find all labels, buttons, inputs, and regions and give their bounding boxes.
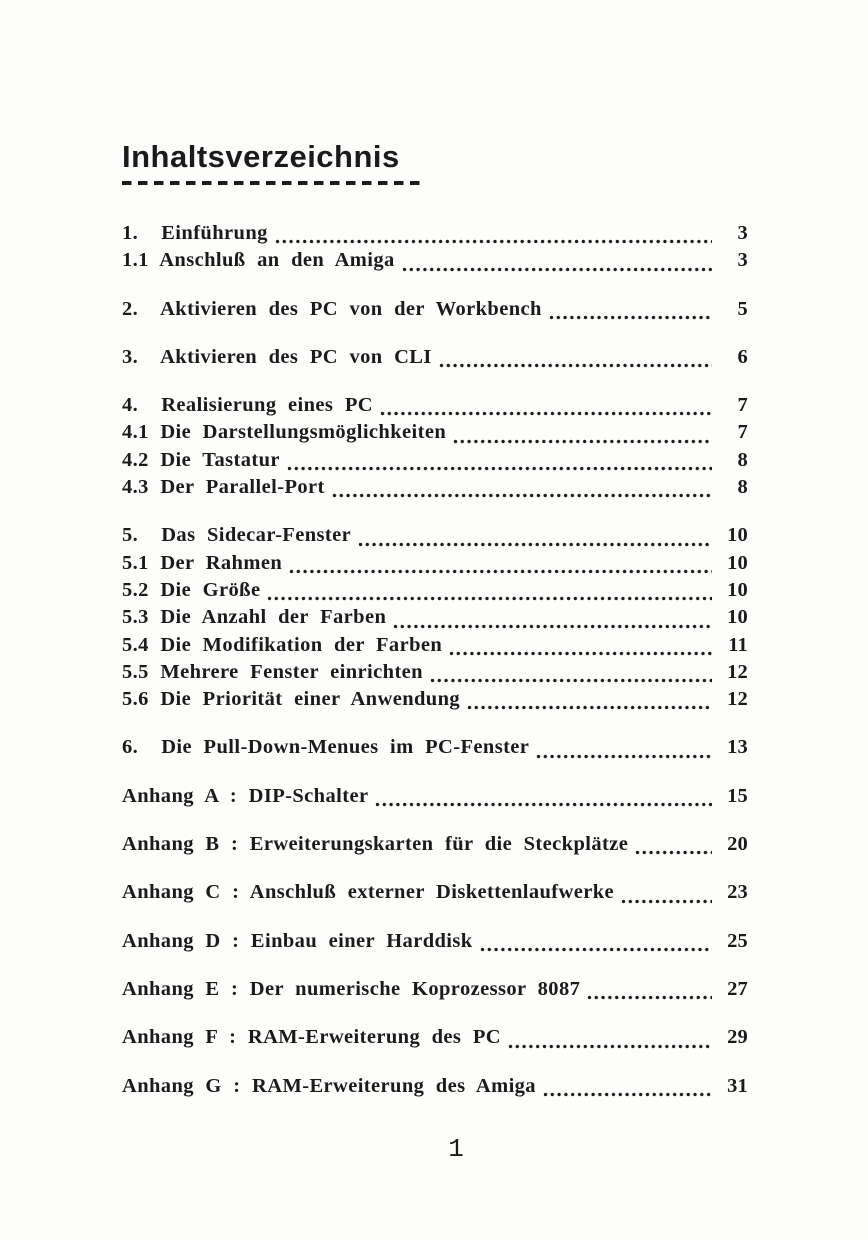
toc-group	[122, 346, 748, 373]
toc-entry-label: Anhang A : DIP-Schalter	[122, 784, 369, 807]
toc-entry-page: 7	[737, 421, 748, 444]
toc-group	[122, 736, 748, 763]
toc-entry-page: 10	[727, 606, 748, 629]
dot-leader	[536, 754, 712, 759]
toc-entry	[122, 1026, 748, 1053]
toc-entry	[122, 298, 748, 325]
dot-leader	[543, 1092, 712, 1097]
toc-entry-label: 3. Aktivieren des PC von CLI	[122, 345, 432, 368]
toc-entry-page: 13	[727, 736, 748, 759]
toc-entry	[122, 606, 748, 633]
dot-leader	[621, 899, 712, 904]
toc	[122, 222, 748, 1102]
toc-group	[122, 978, 748, 1005]
dot-leader	[402, 267, 712, 272]
dot-leader	[267, 596, 712, 601]
toc-entry-label: 5. Das Sidecar-Fenster	[122, 524, 352, 547]
toc-entry-page: 7	[737, 394, 748, 417]
toc-entry-page: 8	[737, 448, 748, 471]
toc-entry-page: 3	[737, 249, 748, 272]
dot-leader	[453, 439, 712, 444]
dot-leader	[549, 315, 712, 320]
toc-entry	[122, 833, 748, 860]
dot-leader	[449, 651, 712, 656]
page-number: 1	[448, 1134, 464, 1164]
toc-entry-label: 2. Aktivieren des PC von der Workbench	[122, 297, 542, 320]
toc-group	[122, 930, 748, 957]
toc-entry-page: 11	[728, 633, 748, 656]
toc-entry	[122, 222, 748, 249]
toc-entry-page: 10	[727, 578, 748, 601]
toc-entry-label: 1. Einführung	[122, 222, 268, 244]
toc-entry-label: 4. Realisierung eines PC	[122, 394, 373, 417]
toc-entry	[122, 579, 748, 606]
dot-leader	[467, 705, 712, 710]
toc-entry-label: Anhang G : RAM-Erweiterung des Amiga	[122, 1074, 536, 1097]
toc-entry	[122, 736, 748, 763]
dot-leader	[439, 363, 712, 368]
toc-entry	[122, 524, 748, 551]
toc-group	[122, 833, 748, 860]
dot-leader	[375, 802, 712, 807]
toc-entry-page: 5	[737, 297, 748, 320]
toc-entry	[122, 661, 748, 688]
dot-leader	[508, 1044, 712, 1049]
toc-group	[122, 1026, 748, 1053]
toc-entry-page: 12	[727, 688, 748, 711]
toc-entry-label: 5.2 Die Größe	[122, 578, 261, 601]
toc-entry-label: 4.1 Die Darstellungsmöglichkeiten	[122, 421, 447, 444]
dot-leader	[587, 995, 712, 1000]
toc-entry-page: 12	[727, 660, 748, 683]
toc-entry-label: 4.3 Der Parallel-Port	[122, 476, 325, 499]
dot-leader	[358, 542, 712, 547]
toc-entry-page: 10	[727, 524, 748, 547]
dot-leader	[380, 411, 712, 416]
toc-entry-page: 20	[727, 833, 748, 856]
dot-leader	[289, 569, 712, 574]
toc-entry	[122, 785, 748, 812]
toc-group	[122, 298, 748, 325]
document-footer	[0, 1134, 868, 1164]
toc-entry-label: 5.4 Die Modifikation der Farben	[122, 633, 443, 656]
toc-entry	[122, 552, 748, 579]
toc-entry	[122, 930, 748, 957]
toc-entry-page: 8	[737, 476, 748, 499]
toc-entry-page: 6	[737, 345, 748, 368]
toc-entry	[122, 634, 748, 661]
toc-entry-page: 27	[727, 977, 748, 1000]
toc-entry-page: 15	[727, 784, 748, 807]
toc-group	[122, 222, 748, 277]
dot-leader	[480, 947, 712, 952]
toc-entry	[122, 881, 748, 908]
toc-entry	[122, 346, 748, 373]
toc-group	[122, 524, 748, 715]
toc-group	[122, 881, 748, 908]
toc-entry-label: 1.1 Anschluß an den Amiga	[122, 249, 395, 272]
toc-entry-label: Anhang F : RAM-Erweiterung des PC	[122, 1026, 501, 1049]
toc-entry	[122, 688, 748, 715]
toc-entry	[122, 394, 748, 421]
toc-group	[122, 1075, 748, 1102]
dot-leader	[635, 850, 712, 855]
dot-leader	[393, 624, 712, 629]
toc-entry-label: Anhang C : Anschluß externer Diskettenlaufwerke	[122, 881, 615, 904]
toc-entry-page: 31	[727, 1074, 748, 1097]
toc-entry-label: 5.3 Die Anzahl der Farben	[122, 606, 387, 629]
toc-entry	[122, 249, 748, 276]
toc-entry-label: 4.2 Die Tastatur	[122, 448, 280, 471]
toc-entry-page: 23	[727, 881, 748, 904]
dot-leader	[287, 466, 712, 471]
toc-group	[122, 394, 748, 503]
title-dashed-underline	[122, 181, 420, 185]
dot-leader	[275, 239, 712, 244]
toc-group	[122, 785, 748, 812]
toc-entry-label: Anhang D : Einbau einer Harddisk	[122, 929, 473, 952]
toc-entry	[122, 449, 748, 476]
toc-entry-page: 3	[737, 222, 748, 244]
dot-leader	[332, 493, 712, 498]
dot-leader	[430, 678, 712, 683]
toc-entry-label: 5.6 Die Priorität einer Anwendung	[122, 688, 461, 711]
toc-entry-label: Anhang B : Erweiterungskarten für die Steckplätze	[122, 833, 629, 856]
toc-entry-page: 25	[727, 929, 748, 952]
toc-entry-label: 5.5 Mehrere Fenster einrichten	[122, 660, 423, 683]
page-title: Inhaltsverzeichnis	[122, 139, 400, 174]
toc-entry-label: 5.1 Der Rahmen	[122, 551, 283, 574]
toc-entry-label: 6. Die Pull-Down-Menues im PC-Fenster	[122, 736, 530, 759]
toc-entry-label: Anhang E : Der numerische Koprozessor 8087	[122, 977, 581, 1000]
document-header	[122, 140, 748, 185]
toc-entry	[122, 1075, 748, 1102]
toc-entry-page: 29	[727, 1026, 748, 1049]
toc-entry	[122, 421, 748, 448]
toc-entry	[122, 978, 748, 1005]
toc-entry-page: 10	[727, 551, 748, 574]
toc-entry	[122, 476, 748, 503]
